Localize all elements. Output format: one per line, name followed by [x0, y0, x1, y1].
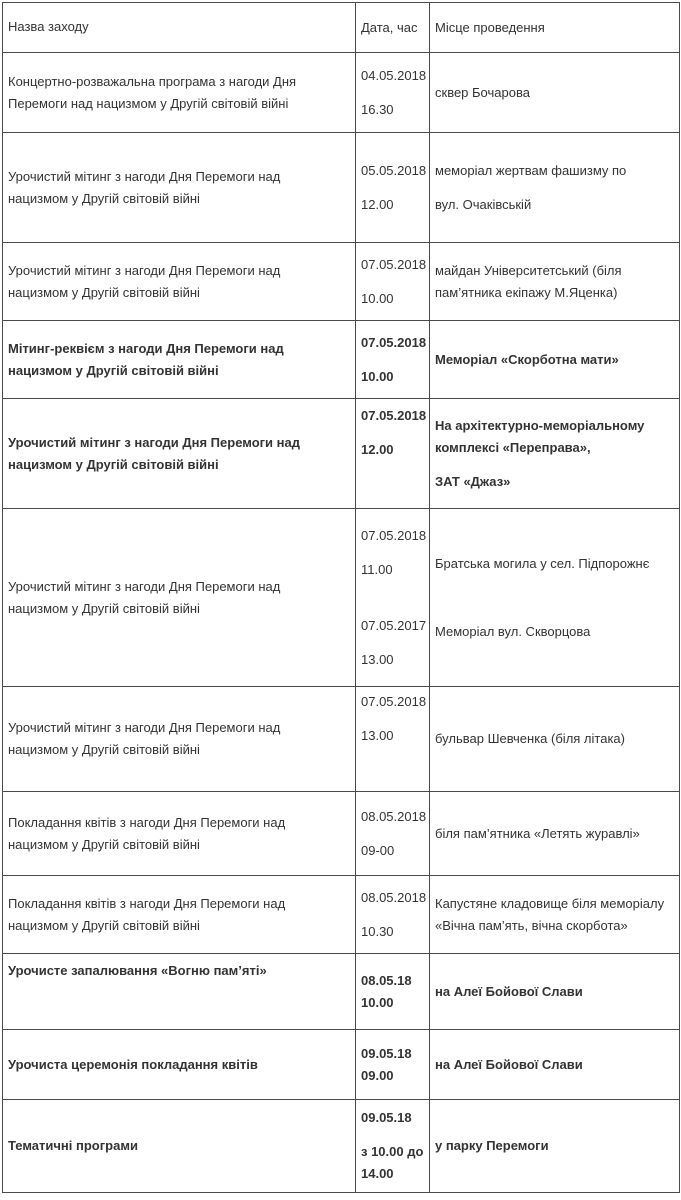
- event-place-line: меморіал жертвам фашизму по: [435, 162, 627, 178]
- event-name-line: Урочистий мітинг з нагоди Дня Перемоги над: [8, 168, 281, 184]
- event-date-cell: [356, 792, 430, 876]
- event-date-cell: [356, 876, 430, 954]
- event-place-line: майдан Університетський (біля: [435, 262, 622, 278]
- event-date-line: 08.05.2018: [361, 808, 427, 824]
- event-date-cell: [356, 243, 430, 321]
- event-name-line: нацизмом у Другій світовій війні: [8, 190, 200, 206]
- event-time-line: 12.00: [361, 442, 394, 457]
- event-date-line: 09.05.18: [361, 1045, 412, 1061]
- event-place-cell: [430, 321, 680, 399]
- table-row: [3, 954, 680, 1030]
- event-time-line: 10.00: [361, 368, 394, 384]
- event-name-cell: [3, 954, 356, 1030]
- event-date-line: 07.05.2018: [361, 408, 427, 423]
- event-place-cell: [430, 1030, 680, 1100]
- event-place-line: сквер Бочарова: [435, 84, 530, 100]
- event-place-cell: [430, 954, 680, 1030]
- table-row: [3, 687, 680, 792]
- event-place-line: комплексі «Переправа»,: [435, 439, 591, 455]
- event-name-line: Тематичні програми: [8, 1138, 138, 1153]
- event-name-line: Концертно-розважальна програма з нагоди Дня: [8, 73, 297, 89]
- event-name-line: нацизмом у Другій світовій війні: [8, 742, 200, 757]
- event-name-cell: [3, 243, 356, 321]
- event-date-cell: [356, 53, 430, 133]
- events-table: [2, 2, 680, 1193]
- event-name-cell: [3, 53, 356, 133]
- event-time-line: 10.00: [361, 290, 394, 306]
- event-name-line: Покладання квітів з нагоди Дня Перемоги над: [8, 895, 286, 911]
- event-place-cell: [430, 1100, 680, 1193]
- event-place-line: пам’ятника екіпажу М.Яценка): [435, 284, 618, 300]
- event-date-line: 05.05.2018: [361, 162, 427, 178]
- event-name-line: нацизмом у Другій світовій війні: [8, 836, 200, 852]
- event-name-line: Урочисте запалювання «Вогню пам’яті»: [8, 963, 267, 978]
- event-name-line: нацизмом у Другій світовій війні: [8, 456, 219, 472]
- event-time-line: з 10.00 до: [361, 1144, 424, 1159]
- table-row: [3, 1100, 680, 1193]
- event-time-line: 13.00: [361, 651, 394, 667]
- table-row: [3, 792, 680, 876]
- event-place-cell: [430, 399, 680, 509]
- event-place-cell: [430, 133, 680, 243]
- event-name-line: Урочистий мітинг з нагоди Дня Перемоги над: [8, 262, 281, 278]
- event-place-cell: [430, 53, 680, 133]
- event-date-line: 08.05.18: [361, 972, 412, 988]
- event-place-cell: [430, 509, 680, 687]
- event-name-cell: [3, 792, 356, 876]
- event-place-cell: [430, 792, 680, 876]
- table-row: [3, 243, 680, 321]
- header-place: Місце проведення: [430, 3, 680, 53]
- event-place-line: бульвар Шевченка (біля літака): [435, 731, 625, 746]
- event-place-line: у парку Перемоги: [435, 1138, 549, 1153]
- event-name-line: Урочистий мітинг з нагоди Дня Перемоги над: [8, 720, 281, 735]
- table-row: [3, 133, 680, 243]
- event-name-cell: [3, 399, 356, 509]
- event-place-line: Меморіал вул. Скворцова: [435, 623, 591, 639]
- event-date-cell: [356, 321, 430, 399]
- event-name-cell: [3, 687, 356, 792]
- event-time-line: 16.30: [361, 101, 394, 117]
- event-name-cell: [3, 1100, 356, 1193]
- event-name-line: нацизмом у Другій світовій війні: [8, 917, 200, 933]
- event-name-cell: [3, 509, 356, 687]
- event-place-cell: [430, 876, 680, 954]
- event-place-line: ЗАТ «Джаз»: [435, 473, 511, 489]
- event-date-cell: [356, 1030, 430, 1100]
- event-name-line: Урочистий мітинг з нагоди Дня Перемоги над: [8, 434, 300, 450]
- event-date-line: 08.05.2018: [361, 889, 427, 905]
- event-place-line: На архітектурно-меморіальному: [435, 417, 645, 433]
- event-place-cell: [430, 687, 680, 792]
- event-place-line: на Алеї Бойової Слави: [435, 1056, 583, 1072]
- event-date-cell: [356, 1100, 430, 1193]
- table-header-row: [3, 3, 680, 53]
- event-time-line: 10.30: [361, 923, 394, 939]
- event-name-line: нацизмом у Другій світовій війні: [8, 284, 200, 300]
- event-name-cell: [3, 1030, 356, 1100]
- table-row: [3, 399, 680, 509]
- event-time-line: 10.00: [361, 994, 394, 1010]
- event-time-line: 14.00: [361, 1166, 394, 1181]
- event-time-line: 11.00: [361, 561, 393, 577]
- event-name-line: Мітинг-реквієм з нагоди Дня Перемоги над: [8, 340, 284, 356]
- table-row: [3, 876, 680, 954]
- event-date-cell: [356, 399, 430, 509]
- event-place-cell: [430, 243, 680, 321]
- event-date-cell: [356, 509, 430, 687]
- event-date-cell: [356, 133, 430, 243]
- event-date-line: 07.05.2018: [361, 527, 427, 543]
- event-date-line: 07.05.2017: [361, 617, 427, 633]
- event-date-cell: [356, 687, 430, 792]
- event-name-cell: [3, 133, 356, 243]
- event-time-line: 09-00: [361, 842, 395, 858]
- event-place-line: Капустяне кладовище біля меморіалу: [435, 895, 665, 911]
- event-place-line: вул. Очаківській: [435, 196, 532, 212]
- event-name-line: Урочиста церемонія покладання квітів: [8, 1056, 258, 1072]
- event-name-line: нацизмом у Другій світовій війні: [8, 600, 200, 616]
- event-name-cell: [3, 876, 356, 954]
- event-time-line: 09.00: [361, 1067, 394, 1083]
- event-date-line: 09.05.18: [361, 1110, 412, 1125]
- event-name-line: Урочистий мітинг з нагоди Дня Перемоги над: [8, 578, 281, 594]
- table-row: [3, 53, 680, 133]
- header-name: Назва заходу: [3, 3, 356, 53]
- table-row: [3, 1030, 680, 1100]
- event-place-line: «Вічна пам’ять, вічна скорбота»: [435, 917, 628, 933]
- table-row: [3, 509, 680, 687]
- event-time-line: 13.00: [361, 728, 394, 743]
- event-name-line: Перемоги над нацизмом у Другій світовій війні: [8, 95, 289, 111]
- event-place-line: Меморіал «Скорботна мати»: [435, 351, 619, 367]
- event-date-line: 07.05.2018: [361, 334, 427, 350]
- event-date-line: 07.05.2018: [361, 694, 427, 709]
- event-place-line: Братська могила у сел. Підпорожнє: [435, 555, 650, 571]
- event-place-line: на Алеї Бойової Слави: [435, 983, 583, 999]
- event-name-line: Покладання квітів з нагоди Дня Перемоги над: [8, 814, 286, 830]
- event-date-cell: [356, 954, 430, 1030]
- event-name-line: нацизмом у Другій світовій війні: [8, 362, 219, 378]
- event-place-line: біля пам’ятника «Летять журавлі»: [435, 825, 640, 841]
- table-row: [3, 321, 680, 399]
- event-name-cell: [3, 321, 356, 399]
- header-date: Дата, час: [356, 3, 430, 53]
- event-date-line: 07.05.2018: [361, 256, 427, 272]
- event-date-line: 04.05.2018: [361, 67, 427, 83]
- event-time-line: 12.00: [361, 196, 394, 212]
